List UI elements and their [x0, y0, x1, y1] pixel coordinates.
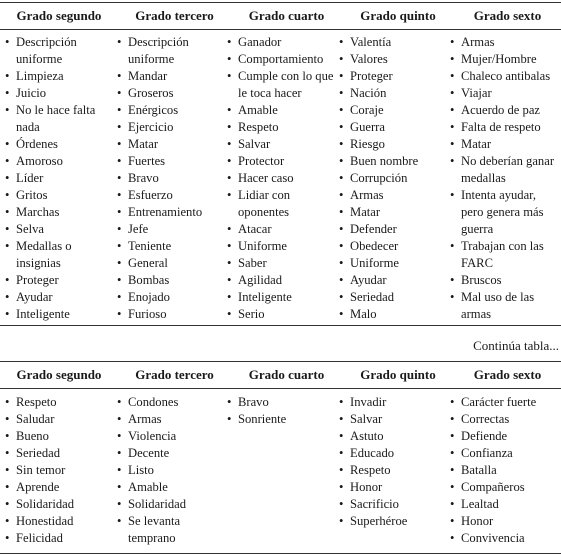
table-1-header-grado-cuarto: Grado cuarto — [248, 8, 325, 23]
continuation-label: Continúa tabla... — [473, 338, 559, 353]
list-item: • Bombas — [117, 272, 227, 289]
list-item: • Solidaridad — [5, 496, 113, 513]
list-item: • Descripción uniforme — [5, 34, 113, 68]
list-item: • Armas — [339, 187, 451, 204]
table-2-header-rule — [0, 388, 561, 389]
list-item: • Mandar — [117, 68, 227, 85]
list-item: • Matar — [339, 204, 451, 221]
list-item: • Guerra — [339, 119, 451, 136]
list-item: • Aprende — [5, 479, 113, 496]
list-item: • Se levanta temprano — [117, 513, 218, 547]
list-item: • Hacer caso — [227, 170, 339, 187]
table-1-column-grado-quinto — [339, 34, 451, 323]
list-item: • Carácter fuerte — [450, 394, 558, 411]
table-1-bottom-rule — [0, 325, 561, 326]
table-2-top-rule — [0, 361, 561, 362]
list-item: • Lidiar con oponentes — [227, 187, 330, 221]
list-item: • Trabajan con las FARC — [450, 238, 561, 272]
list-item: • No deberían ganar medallas — [450, 153, 561, 187]
table-2-header-grado-sexto: Grado sexto — [473, 367, 542, 382]
list-item: • Amable — [117, 479, 227, 496]
table-2-column-grado-sexto — [450, 394, 558, 547]
list-item: • Obedecer — [339, 238, 451, 255]
list-item: • Corrupción — [339, 170, 451, 187]
list-item: • Defender — [339, 221, 451, 238]
list-item: • Convivencia — [450, 530, 558, 547]
table-1-header-rule — [0, 29, 561, 30]
table-2-header-grado-segundo: Grado segundo — [16, 367, 102, 382]
list-item: • Honor — [339, 479, 451, 496]
list-item: • Comportamiento — [227, 51, 339, 68]
list-item: • Valentía — [339, 34, 451, 51]
list-item: • Ganador — [227, 34, 339, 51]
list-item: • Enojado — [117, 289, 227, 306]
list-item: • Serio — [227, 306, 339, 323]
list-item: • Enérgicos — [117, 102, 227, 119]
table-1-column-grado-cuarto — [227, 34, 339, 323]
list-item: • Malo — [339, 306, 451, 323]
list-item: • Saludar — [5, 411, 113, 428]
list-item: • Astuto — [339, 428, 451, 445]
table-1-header-grado-segundo: Grado segundo — [16, 8, 102, 23]
list-item: • Proteger — [339, 68, 451, 85]
list-item: • Decente — [117, 445, 227, 462]
list-item: • Saber — [227, 255, 339, 272]
list-item: • Mal uso de las armas — [450, 289, 551, 323]
list-item: • Amoroso — [5, 153, 113, 170]
list-item: • Jefe — [117, 221, 227, 238]
list-item: • Protector — [227, 153, 339, 170]
table-2-column-grado-segundo — [5, 394, 113, 547]
list-item: • Falta de respeto — [450, 119, 558, 136]
list-item: • Defiende — [450, 428, 558, 445]
list-item: • Confianza — [450, 445, 558, 462]
list-item: • Buen nombre — [339, 153, 451, 170]
list-item: • Salvar — [339, 411, 451, 428]
list-item: • Bravo — [227, 394, 339, 411]
table-2-header-grado-cuarto: Grado cuarto — [248, 367, 325, 382]
list-item: • Descripción uniforme — [117, 34, 218, 68]
list-item: • Cumple con lo que le toca hacer — [227, 68, 342, 102]
list-item: • Teniente — [117, 238, 227, 255]
table-1-column-grado-segundo — [5, 34, 113, 323]
list-item: • Agilidad — [227, 272, 339, 289]
list-item: • Correctas — [450, 411, 558, 428]
list-item: • Ejercicio — [117, 119, 227, 136]
table-2-column-grado-tercero — [117, 394, 227, 547]
table-1-header-grado-tercero: Grado tercero — [135, 8, 214, 23]
list-item: • Condones — [117, 394, 227, 411]
list-item: • Inteligente — [5, 306, 113, 323]
list-item: • Marchas — [5, 204, 113, 221]
list-item: • Selva — [5, 221, 113, 238]
list-item: • Inteligente — [227, 289, 339, 306]
list-item: • Juicio — [5, 85, 113, 102]
list-item: • Valores — [339, 51, 451, 68]
list-item: • Uniforme — [227, 238, 339, 255]
list-item: • Órdenes — [5, 136, 113, 153]
list-item: • Riesgo — [339, 136, 451, 153]
list-item: • Uniforme — [339, 255, 451, 272]
list-item: • Respeto — [339, 462, 451, 479]
list-item: • Bravo — [117, 170, 227, 187]
list-item: • Violencia — [117, 428, 227, 445]
list-item: • Acuerdo de paz — [450, 102, 558, 119]
list-item: • Compañeros — [450, 479, 558, 496]
list-item: • Entrenamiento — [117, 204, 227, 221]
list-item: • Bueno — [5, 428, 113, 445]
list-item: • Listo — [117, 462, 227, 479]
list-item: • Nación — [339, 85, 451, 102]
list-item: • Ayudar — [5, 289, 113, 306]
list-item: • Batalla — [450, 462, 558, 479]
table-1-column-grado-sexto — [450, 34, 558, 323]
table-1-column-grado-tercero — [117, 34, 227, 323]
list-item: • Furioso — [117, 306, 227, 323]
list-item: • Intenta ayudar, pero genera más guerra — [450, 187, 561, 238]
list-item: • Sin temor — [5, 462, 113, 479]
list-item: • Limpieza — [5, 68, 113, 85]
list-item: • No le hace falta nada — [5, 102, 113, 136]
table-1-header-grado-sexto: Grado sexto — [473, 8, 542, 23]
table-2-header-grado-quinto: Grado quinto — [360, 367, 436, 382]
list-item: • Medallas o insignias — [5, 238, 96, 272]
list-item: • Ayudar — [339, 272, 451, 289]
list-item: • Honestidad — [5, 513, 113, 530]
list-item: • Honor — [450, 513, 558, 530]
list-item: • Seriedad — [339, 289, 451, 306]
table-2-bottom-rule — [0, 553, 561, 554]
table-2-column-grado-cuarto — [227, 394, 339, 428]
list-item: • Gritos — [5, 187, 113, 204]
list-item: • Viajar — [450, 85, 558, 102]
list-item: • Seriedad — [5, 445, 113, 462]
list-item: • Sonriente — [227, 411, 339, 428]
table-1-header-grado-quinto: Grado quinto — [360, 8, 436, 23]
list-item: • Felicidad — [5, 530, 113, 547]
list-item: • Armas — [117, 411, 227, 428]
list-item: • Respeto — [227, 119, 339, 136]
list-item: • Coraje — [339, 102, 451, 119]
list-item: • Matar — [117, 136, 227, 153]
list-item: • Esfuerzo — [117, 187, 227, 204]
list-item: • Fuertes — [117, 153, 227, 170]
list-item: • Matar — [450, 136, 558, 153]
list-item: • Educado — [339, 445, 451, 462]
list-item: • Salvar — [227, 136, 339, 153]
list-item: • Lealtad — [450, 496, 558, 513]
table-1-top-rule — [0, 2, 561, 3]
list-item: • Armas — [450, 34, 558, 51]
table-2-header-grado-tercero: Grado tercero — [135, 367, 214, 382]
list-item: • General — [117, 255, 227, 272]
list-item: • Invadir — [339, 394, 451, 411]
list-item: • Respeto — [5, 394, 113, 411]
list-item: • Amable — [227, 102, 339, 119]
list-item: • Chaleco antibalas — [450, 68, 558, 85]
list-item: • Bruscos — [450, 272, 558, 289]
list-item: • Groseros — [117, 85, 227, 102]
list-item: • Proteger — [5, 272, 113, 289]
list-item: • Mujer/Hombre — [450, 51, 558, 68]
table-2-column-grado-quinto — [339, 394, 451, 530]
list-item: • Sacrificio — [339, 496, 451, 513]
list-item: • Solidaridad — [117, 496, 227, 513]
list-item: • Atacar — [227, 221, 339, 238]
table-2 — [0, 359, 561, 556]
list-item: • Líder — [5, 170, 113, 187]
list-item: • Superhéroe — [339, 513, 451, 530]
